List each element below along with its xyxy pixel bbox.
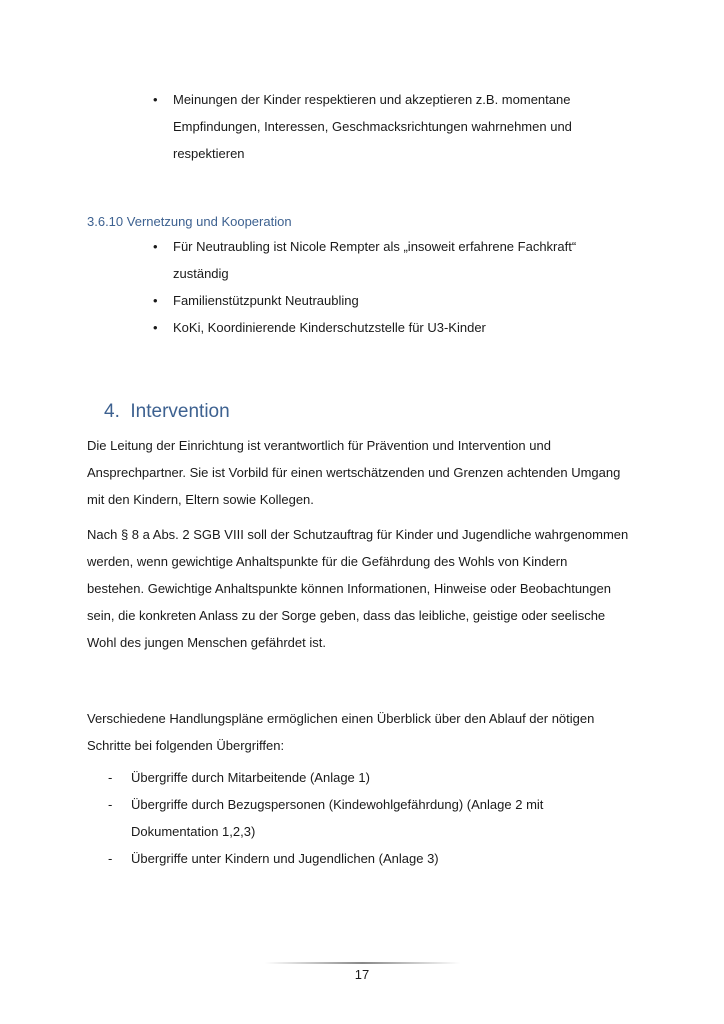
line: Familienstützpunkt Neutraubling (173, 293, 359, 308)
line: Empfindungen, Interessen, Geschmacksrichtungen wahrnehmen und (173, 119, 572, 134)
list-item (108, 791, 543, 845)
dash-icon: - (108, 851, 113, 866)
line: Übergriffe durch Bezugspersonen (Kindewohlgefährdung) (Anlage 2 mit (131, 797, 544, 812)
line: Wohl des jungen Menschen gefährdet ist. (87, 635, 326, 650)
dash-icon: - (108, 797, 113, 812)
line: Nach § 8 a Abs. 2 SGB VIII soll der Schutzauftrag für Kinder und Jugendliche wahrgenommen (87, 527, 629, 542)
line: Ansprechpartner. Sie ist Vorbild für einen wertschätzenden und Grenzen achtenden Umgang (87, 465, 621, 480)
line: zuständig (173, 266, 229, 281)
line: respektieren (173, 146, 245, 161)
line: sein, die konkreten Anlass zu der Sorge geben, dass das leibliche, geistige oder seelische (87, 608, 606, 623)
line: Meinungen der Kinder respektieren und akzeptieren z.B. momentane (173, 92, 571, 107)
paragraph (87, 432, 647, 513)
list-item (108, 845, 543, 872)
list-item (153, 86, 572, 167)
cooperation-bullet-list (153, 233, 576, 341)
list-item (153, 314, 576, 341)
bullet-icon: • (153, 293, 158, 308)
list-item (153, 233, 576, 287)
top-bullet-list (153, 86, 572, 167)
line: Für Neutraubling ist Nicole Rempter als „insoweit erfahrene Fachkraft“ (173, 239, 577, 254)
line: Übergriffe unter Kindern und Jugendlichen (Anlage 3) (131, 851, 439, 866)
list-item (153, 287, 576, 314)
paragraph (87, 705, 647, 759)
dash-list (108, 764, 543, 872)
paragraph (87, 521, 647, 656)
line: mit den Kindern, Eltern sowie Kollegen. (87, 492, 314, 507)
footer-divider (265, 962, 460, 964)
bullet-icon: • (153, 239, 158, 254)
list-item (108, 764, 543, 791)
line: Dokumentation 1,2,3) (131, 824, 256, 839)
line: KoKi, Koordinierende Kinderschutzstelle für U3-Kinder (173, 320, 486, 335)
line: werden, wenn gewichtige Anhaltspunkte für die Gefährdung des Wohls von Kindern (87, 554, 568, 569)
line: Übergriffe durch Mitarbeitende (Anlage 1) (131, 770, 370, 785)
bullet-icon: • (153, 320, 158, 335)
section-heading-3-6-10: 3.6.10 Vernetzung und Kooperation (87, 214, 292, 229)
line: Verschiedene Handlungspläne ermöglichen einen Überblick über den Ablauf der nötigen (87, 711, 595, 726)
line: Schritte bei folgenden Übergriffen: (87, 738, 285, 753)
dash-icon: - (108, 770, 113, 785)
bullet-icon: • (153, 92, 158, 107)
line: Die Leitung der Einrichtung ist verantwortlich für Prävention und Intervention und (87, 438, 551, 453)
page-number: 17 (354, 967, 370, 982)
section-heading-intervention: 4. Intervention (104, 401, 230, 422)
line: bestehen. Gewichtige Anhaltspunkte können Informationen, Hinweise oder Beobachtungen (87, 581, 611, 596)
